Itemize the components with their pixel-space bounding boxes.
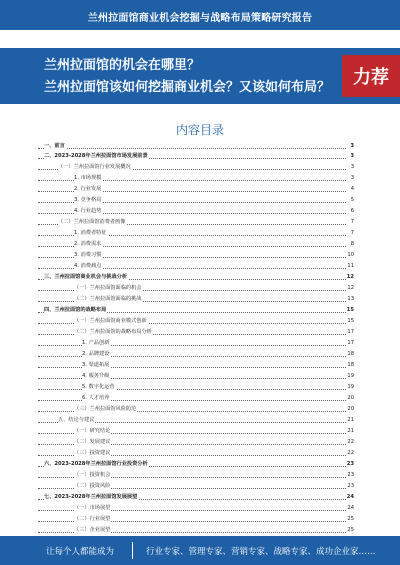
toc-entry[interactable]	[38, 251, 354, 260]
banner-line-1: 兰州拉面馆的机会在哪里？	[44, 58, 201, 73]
toc-entry-label: （二）兰州拉面馆消费者画像	[58, 219, 126, 225]
toc-entry-page: 21	[347, 417, 354, 423]
toc-entry-label: （二）兰州拉面馆面临的挑战	[74, 296, 142, 302]
toc-entry-page: 15	[346, 307, 354, 313]
toc-entry[interactable]	[38, 174, 354, 183]
toc-entry-page: 24	[347, 505, 354, 511]
toc-entry[interactable]	[38, 427, 354, 436]
toc-entry-label: （二）行业展望	[74, 516, 111, 522]
toc-entry-page: 17	[347, 329, 354, 335]
table-of-contents	[38, 142, 354, 537]
toc-entry[interactable]	[38, 229, 354, 238]
toc-entry-page: 18	[347, 362, 354, 368]
toc-entry-label: 4. 服务升级	[82, 373, 110, 379]
toc-entry-page: 3	[350, 143, 354, 149]
toc-entry-label: （二）发展建议	[74, 439, 111, 445]
toc-entry-label: 六、2023-2028年兰州拉面馆行业投资分析	[44, 461, 148, 467]
toc-entry-page: 18	[347, 351, 354, 357]
toc-entry-page: 6	[350, 208, 354, 214]
toc-entry-page: 23	[347, 472, 354, 478]
toc-entry[interactable]	[38, 350, 354, 359]
toc-entry-page: 3	[350, 153, 354, 159]
toc-entry-label: 3. 消费习惯	[74, 252, 102, 258]
slogan-footer	[0, 536, 400, 565]
toc-entry[interactable]	[38, 493, 354, 502]
toc-entry-page: 12	[347, 285, 354, 291]
toc-entry-page: 19	[347, 384, 354, 390]
toc-entry-page: 7	[350, 230, 354, 236]
toc-entry[interactable]	[38, 152, 354, 161]
toc-entry-page: 23	[346, 461, 354, 467]
toc-entry-page: 22	[347, 450, 354, 456]
toc-entry-page: 20	[347, 406, 354, 412]
toc-entry[interactable]	[38, 295, 354, 304]
footer-slogan-left: 让每个人都能成为	[46, 547, 115, 557]
toc-entry-label: （三）投资建议	[74, 450, 111, 456]
toc-entry-page: 7	[350, 219, 354, 225]
recommend-badge-text: 力荐	[353, 67, 389, 88]
toc-entry-label: 七、2023-2028年兰州拉面馆发展展望	[44, 494, 138, 500]
toc-entry-label: 2. 消费需求	[74, 241, 102, 247]
toc-entry-label: 5. 数字化运营	[82, 384, 115, 390]
toc-entry-label: （一）兰州拉面馆商业模式创新	[74, 318, 147, 324]
toc-entry-page: 25	[347, 516, 354, 522]
toc-entry[interactable]	[38, 515, 354, 524]
toc-entry-label: （三）企业展望	[74, 527, 111, 533]
toc-entry[interactable]	[38, 185, 354, 194]
toc-entry[interactable]	[38, 273, 354, 282]
recommend-badge	[342, 55, 400, 97]
toc-entry[interactable]	[38, 218, 354, 227]
toc-entry-page: 17	[347, 340, 354, 346]
toc-entry-page: 19	[347, 373, 354, 379]
banner-line-2: 兰州拉面馆该如何挖掘商业机会？又该如何布局？	[44, 80, 331, 95]
toc-entry[interactable]	[38, 372, 354, 381]
toc-entry[interactable]	[38, 394, 354, 403]
toc-entry-label: 三、兰州拉面馆商业机会与挑战分析	[44, 274, 128, 280]
toc-entry-label: 3. 竞争格局	[74, 197, 102, 203]
toc-entry[interactable]	[38, 449, 354, 458]
toc-entry-page: 10	[347, 252, 354, 258]
title-banner	[0, 48, 400, 104]
toc-entry[interactable]	[38, 306, 354, 315]
toc-entry[interactable]	[38, 460, 354, 469]
toc-entry-label: 四、兰州拉面馆的战略布局	[44, 307, 107, 313]
toc-entry-page: 5	[350, 197, 354, 203]
toc-entry-label: 4. 消费痛点	[74, 263, 102, 269]
toc-entry[interactable]	[38, 317, 354, 326]
toc-entry-label: 3. 渠道拓展	[82, 362, 110, 368]
toc-entry[interactable]	[38, 207, 354, 216]
toc-entry[interactable]	[38, 328, 354, 337]
toc-entry-page: 12	[346, 274, 354, 280]
toc-entry[interactable]	[38, 361, 354, 370]
toc-entry[interactable]	[38, 284, 354, 293]
toc-entry-label: 1. 产品创新	[82, 340, 110, 346]
toc-entry[interactable]	[38, 262, 354, 271]
toc-entry[interactable]	[38, 240, 354, 249]
toc-entry-page: 20	[347, 395, 354, 401]
toc-entry-page: 8	[350, 241, 354, 247]
toc-entry-label: 2. 行业发展	[74, 186, 102, 192]
footer-divider	[132, 542, 133, 559]
toc-entry-page: 3	[350, 164, 354, 170]
toc-entry-page: 4	[350, 186, 354, 192]
toc-entry[interactable]	[38, 163, 354, 172]
toc-entry-label: 一、前言	[44, 143, 65, 149]
toc-entry[interactable]	[38, 416, 354, 425]
toc-entry[interactable]	[38, 471, 354, 480]
toc-entry-label: 五、结论与建议	[58, 417, 95, 423]
toc-entry-page: 25	[347, 527, 354, 533]
toc-entry-label: 二、2023-2028年兰州拉面馆市场发展前景	[44, 153, 148, 159]
toc-entry-page: 3	[350, 175, 354, 181]
toc-entry-label: 6. 人才培养	[82, 395, 110, 401]
footer-slogan-right: 行业专家、管理专家、营销专家、战略专家、成功企业家……	[146, 547, 376, 557]
toc-entry-label: 1. 市场规模	[74, 175, 102, 181]
toc-entry-page: 24	[346, 494, 354, 500]
toc-entry[interactable]	[38, 383, 354, 392]
toc-entry[interactable]	[38, 504, 354, 513]
toc-entry-label: （一）兰州拉面馆面临的机会	[74, 285, 142, 291]
toc-entry-page: 23	[347, 483, 354, 489]
toc-entry-page: 11	[347, 263, 354, 269]
toc-entry-label: （二）兰州拉面馆的战略布局分析	[74, 329, 152, 335]
toc-entry-page: 15	[347, 318, 354, 324]
toc-entry-label: （一）市场展望	[74, 505, 111, 511]
toc-entry-label: （三）兰州拉面馆风险防范	[74, 406, 137, 412]
toc-entry[interactable]	[38, 196, 354, 205]
toc-entry-page: 13	[347, 296, 354, 302]
toc-entry-label: （二）投资风险	[74, 483, 111, 489]
toc-entry[interactable]	[38, 482, 354, 491]
toc-entry-label: （一）兰州拉面馆行业发展概况	[58, 164, 131, 170]
toc-entry[interactable]	[38, 339, 354, 348]
toc-entry-label: （一）投资机会	[74, 472, 111, 478]
toc-entry-page: 21	[347, 428, 354, 434]
toc-entry-page: 22	[347, 439, 354, 445]
toc-entry[interactable]	[38, 526, 354, 535]
toc-entry[interactable]	[38, 405, 354, 414]
toc-entry-label: 1. 消费者特征	[74, 230, 107, 236]
report-title: 兰州拉面馆商业机会挖掘与战略布局策略研究报告	[87, 13, 313, 24]
toc-entry[interactable]	[38, 438, 354, 447]
report-header	[0, 0, 400, 30]
toc-entry-label: （一）研究结论	[74, 428, 111, 434]
toc-entry-label: 2. 品牌建设	[82, 351, 110, 357]
toc-entry[interactable]	[38, 142, 354, 151]
toc-entry-label: 4. 行业趋势	[74, 208, 102, 214]
toc-title: 内容目录	[175, 123, 224, 137]
